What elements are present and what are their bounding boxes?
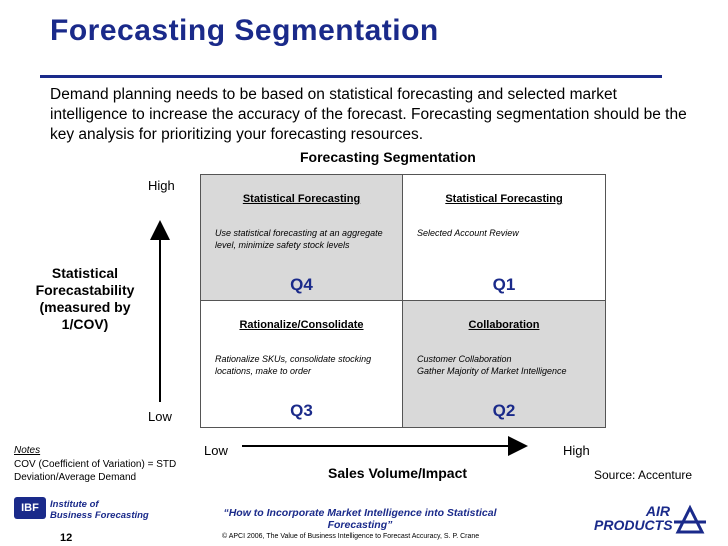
x-axis-high-label: High [563,443,590,458]
quadrant-q2-body-line1: Customer Collaboration [417,354,512,364]
quadrant-q4-body: Use statistical forecasting at an aggregate level, minimize safety stock levels [215,228,383,250]
ibf-logo [14,497,149,531]
y-axis-high-label: High [148,178,175,193]
x-axis-low-label: Low [204,443,228,458]
air-products-line1: AIR [645,503,670,519]
quadrant-q2 [403,301,605,427]
y-axis-low-label: Low [148,409,172,424]
quadrant-q4-label: Q4 [290,275,313,294]
page-number: 12 [60,532,73,544]
diagram-title: Forecasting Segmentation [300,149,476,165]
y-axis-label: Statistical Forecastability (measured by 1/COV) [35,265,135,332]
quadrant-q2-body-line2: Gather Majority of Market Intelligence [417,366,567,376]
quadrant-q2-body [417,353,595,377]
notes-heading: Notes [14,445,41,456]
ibf-logo-line1: Institute of [50,499,99,510]
footer-quote: “How to Incorporate Market Intelligence into Statistical Forecasting” [223,507,497,531]
quadrant-q3 [201,301,403,427]
source-credit: Source: Accenture [594,468,693,482]
quadrant-q1-label: Q1 [492,275,516,294]
segmentation-grid [200,174,606,428]
air-products-wordmark [594,503,673,533]
intro-text: Demand planning needs to be based on statistical forecasting and selected market intelligence to increase the accuracy of the forecast. Forecasting segmentation should be the key analysis for prioritizing your forecasting resources. [50,86,687,143]
notes-text: COV (Coefficient of Variation) = STD Deviation/Average Demand [14,459,177,483]
ibf-logo-text [50,499,149,521]
ibf-logo-line2: Business Forecasting [50,510,149,521]
air-products-logo [590,496,710,542]
quadrant-q3-heading: Rationalize/Consolidate [239,319,364,331]
footer-copyright: © APCI 2006, The Value of Business Intelligence to Forecast Accuracy, S. P. Crane [222,533,480,540]
page-title: Forecasting Segmentation [50,14,439,47]
quadrant-q4 [201,175,403,301]
quadrant-q3-label: Q3 [290,401,313,420]
title-divider [40,75,662,78]
quadrant-q4-heading: Statistical Forecasting [242,193,361,205]
air-products-line2: PRODUCTS [594,517,673,533]
x-axis-label: Sales Volume/Impact [328,465,468,481]
quadrant-q2-heading: Collaboration [468,319,540,331]
ibf-mark-icon: IBF [14,497,46,519]
air-products-symbol-icon [672,504,708,534]
quadrant-q1-body: Selected Account Review [417,228,519,238]
quadrant-q1-heading: Statistical Forecasting [445,193,563,205]
quadrant-q2-label: Q2 [492,401,516,420]
quadrant-q3-body: Rationalize SKUs, consolidate stocking locations, make to order [215,354,372,376]
quadrant-q1 [403,175,605,301]
